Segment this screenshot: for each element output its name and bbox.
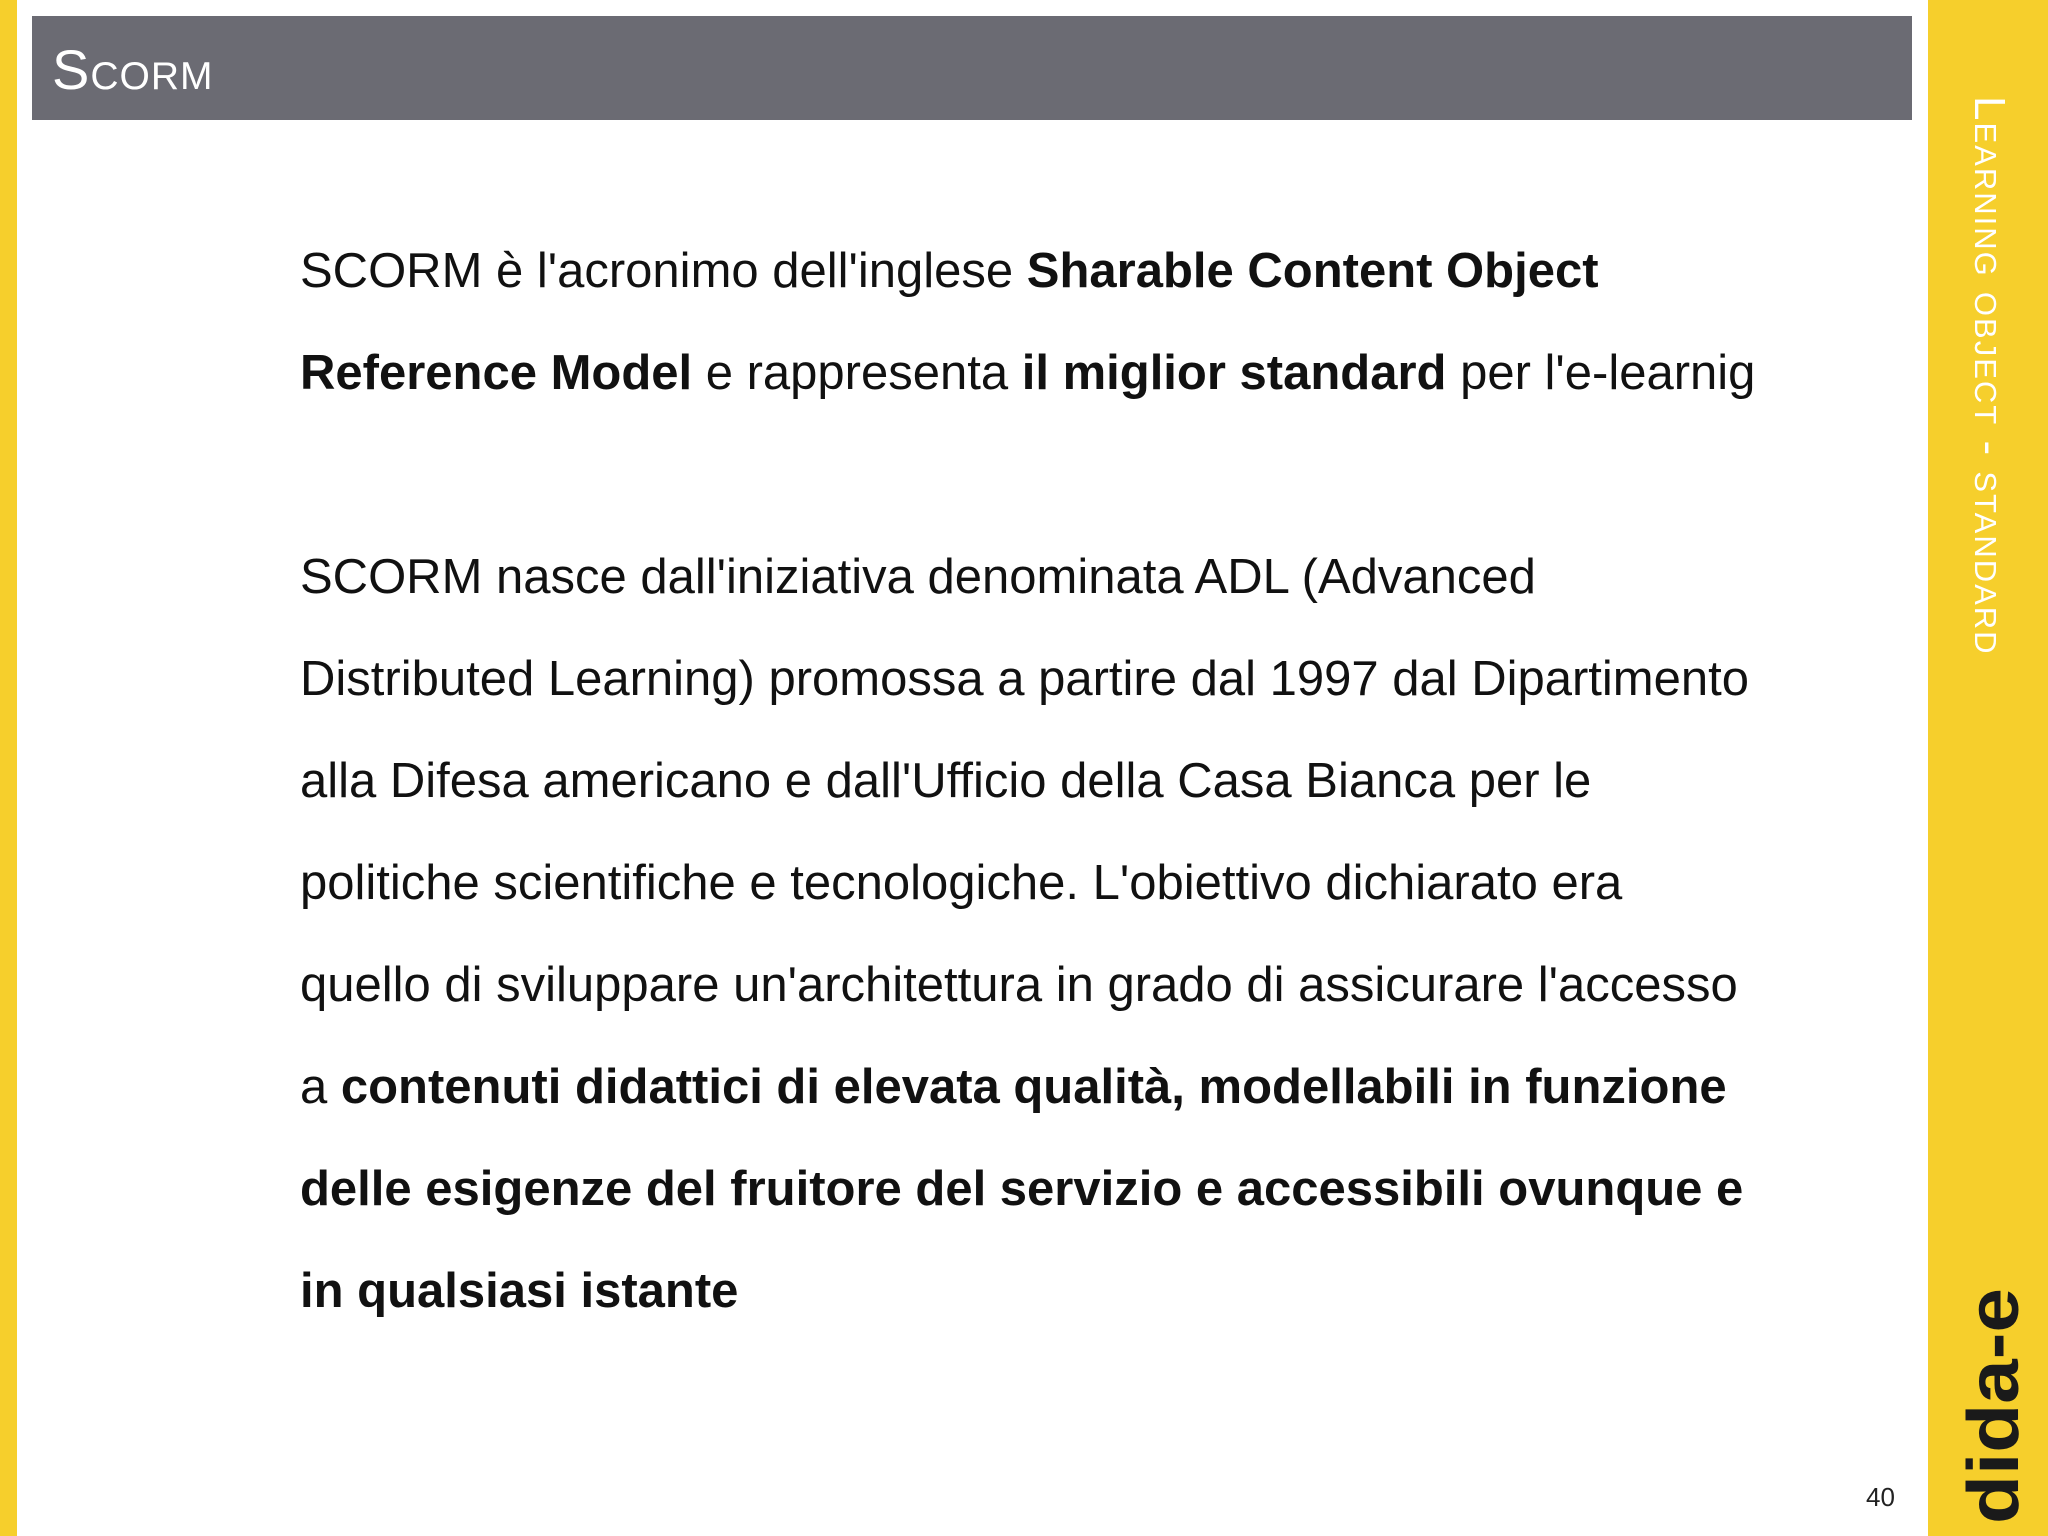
slide-title: Scorm (52, 38, 214, 101)
text-span: per l'e-learnig (1446, 346, 1756, 400)
paragraph-origin (300, 526, 1760, 1342)
section-title-vertical: Learning object - standard (1965, 96, 2014, 656)
dida-e-logo (1938, 1280, 2038, 1528)
slide-header-band (32, 16, 1912, 120)
page-number: 40 (1866, 1482, 1895, 1512)
bold-span: il miglior standard (1021, 346, 1447, 400)
left-accent-stripe (0, 0, 17, 1536)
slide-body (300, 220, 1760, 1342)
paragraph-gap (300, 424, 1760, 526)
text-span: SCORM nasce dall'iniziativa denominata ADL (Advanced Distributed Learning) promossa a partire dal 1997 dal Dipartimento alla Difesa americano e dall'Ufficio della Casa Bianca per le politiche scientifiche e tecnologiche. L'obiettivo dichiarato era quello di sviluppare un'architettura in grado di assicurare l'accesso a (300, 550, 1749, 1114)
text-span: e rappresenta (692, 346, 1022, 400)
bold-span: contenuti didattici di elevata qualità, modellabili in funzione delle esigenze del fruitore del servizio e accessibili ovunque e in qualsiasi istante (300, 1060, 1744, 1318)
logo-wordmark: dida-e (1954, 1311, 2034, 1524)
paragraph-definition (300, 220, 1760, 424)
text-span: SCORM è l'acronimo dell'inglese (300, 244, 1027, 298)
bold-span: Sharable Content Object Reference Model (300, 244, 1599, 400)
